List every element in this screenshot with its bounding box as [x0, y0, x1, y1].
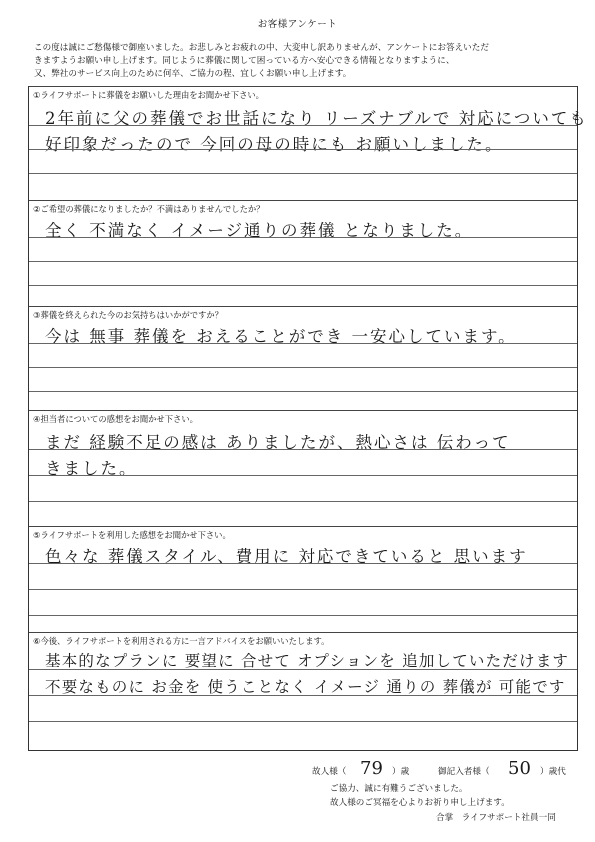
- question-label: ②ご希望の葬儀になりましたか？不満はありませんでしたか？: [33, 204, 265, 214]
- answer-rule: [29, 285, 577, 286]
- handwritten-answer-line: 色々な 葬儀スタイル、費用に 対応できていると 思います: [45, 547, 528, 566]
- condolence-text: 故人様のご冥福を心よりお祈り申し上げます。: [330, 798, 510, 808]
- answer-rule: [29, 237, 577, 238]
- question-label: ⑤ライフサポートを利用した感想をお聞かせ下さい。: [33, 530, 231, 540]
- question-section-1: [29, 86, 588, 201]
- intro-text: [34, 42, 574, 81]
- question-label: ⑥今後、ライフサポートを利用される方に一言アドバイスをお願いいたします。: [33, 636, 330, 646]
- answer-rule: [29, 173, 577, 174]
- answer-rule: [29, 589, 577, 590]
- handwritten-answer-line: 好印象だったので 今回の母の時にも お願いしました。: [45, 135, 504, 154]
- handwritten-answer-line: 基本的なプランに 要望に 合せて オプションを 追加していただけます: [45, 652, 570, 670]
- thanks-text: ご協力、誠に有難うございました。: [330, 784, 468, 794]
- answer-rule: [29, 475, 577, 476]
- answer-rule: [29, 721, 577, 722]
- intro-line: 又、弊社のサービス向上のために何卒、ご協力の程、宜しくお願い申し上げます。: [34, 69, 352, 79]
- answer-rule: [29, 367, 577, 368]
- handwritten-answer-line: まだ 経験不足の感は ありましたが、熱心さは 伝わって: [45, 433, 511, 452]
- answer-rule: [29, 615, 577, 616]
- question-section-2: [29, 200, 577, 307]
- writer-age-unit: ）歳代: [540, 767, 566, 777]
- deceased-age-value: 79: [360, 758, 383, 779]
- writer-age-value: 50: [508, 758, 531, 779]
- answer-rule: [29, 695, 577, 696]
- handwritten-answer-line: 不要なものに お金を 使うことなく イメージ 通りの 葬儀が 可能です: [45, 678, 566, 696]
- answer-rule: [29, 669, 577, 670]
- intro-line: きますようお願い申し上げます。同じように葬儀に関して困っている方へ安心できる情報となりますように、: [34, 56, 455, 66]
- deceased-age-label: 故人様（: [312, 767, 347, 777]
- handwritten-answer-line: 今は 無事 葬儀を おえることができ 一安心しています。: [45, 327, 517, 346]
- handwritten-answer-line: 全く 不満なく イメージ通りの葬儀 となりました。: [45, 221, 474, 240]
- signature-text: 合掌 ライフサポート社員一同: [436, 813, 556, 823]
- answer-rule: [29, 149, 577, 150]
- writer-age-label: 御記入者様（: [438, 767, 490, 777]
- answer-rule: [29, 391, 577, 392]
- answer-rule: [29, 343, 577, 344]
- handwritten-answer-line: きました。: [45, 459, 138, 478]
- question-section-4: [29, 410, 577, 527]
- deceased-age-unit: ）歳: [392, 767, 410, 777]
- question-section-6: [29, 632, 577, 751]
- question-label: ④担当者についての感想をお聞かせ下さい。: [33, 414, 198, 424]
- answer-rule: [29, 563, 577, 564]
- question-section-3: [29, 306, 577, 411]
- question-label: ③葬儀を終えられた今のお気持ちはいかがですか？: [33, 310, 223, 320]
- question-label: ①ライフサポートに葬儀をお願いした理由をお聞かせ下さい。: [33, 90, 264, 100]
- intro-line: この度は誠にご愁傷様で御座いました。お悲しみとお疲れの中、大変申し訳ありませんが、アンケートにお答えいただ: [34, 43, 489, 53]
- answer-rule: [29, 125, 577, 126]
- handwritten-answer-line: 2年前に父の葬儀でお世話になり リーズナブルで 対応についても: [45, 109, 588, 128]
- questionnaire-frame: [28, 86, 588, 751]
- answer-rule: [29, 449, 577, 450]
- question-section-5: [29, 526, 577, 633]
- answer-rule: [29, 261, 577, 262]
- page-title: お客様アンケート: [257, 19, 338, 30]
- answer-rule: [29, 501, 577, 502]
